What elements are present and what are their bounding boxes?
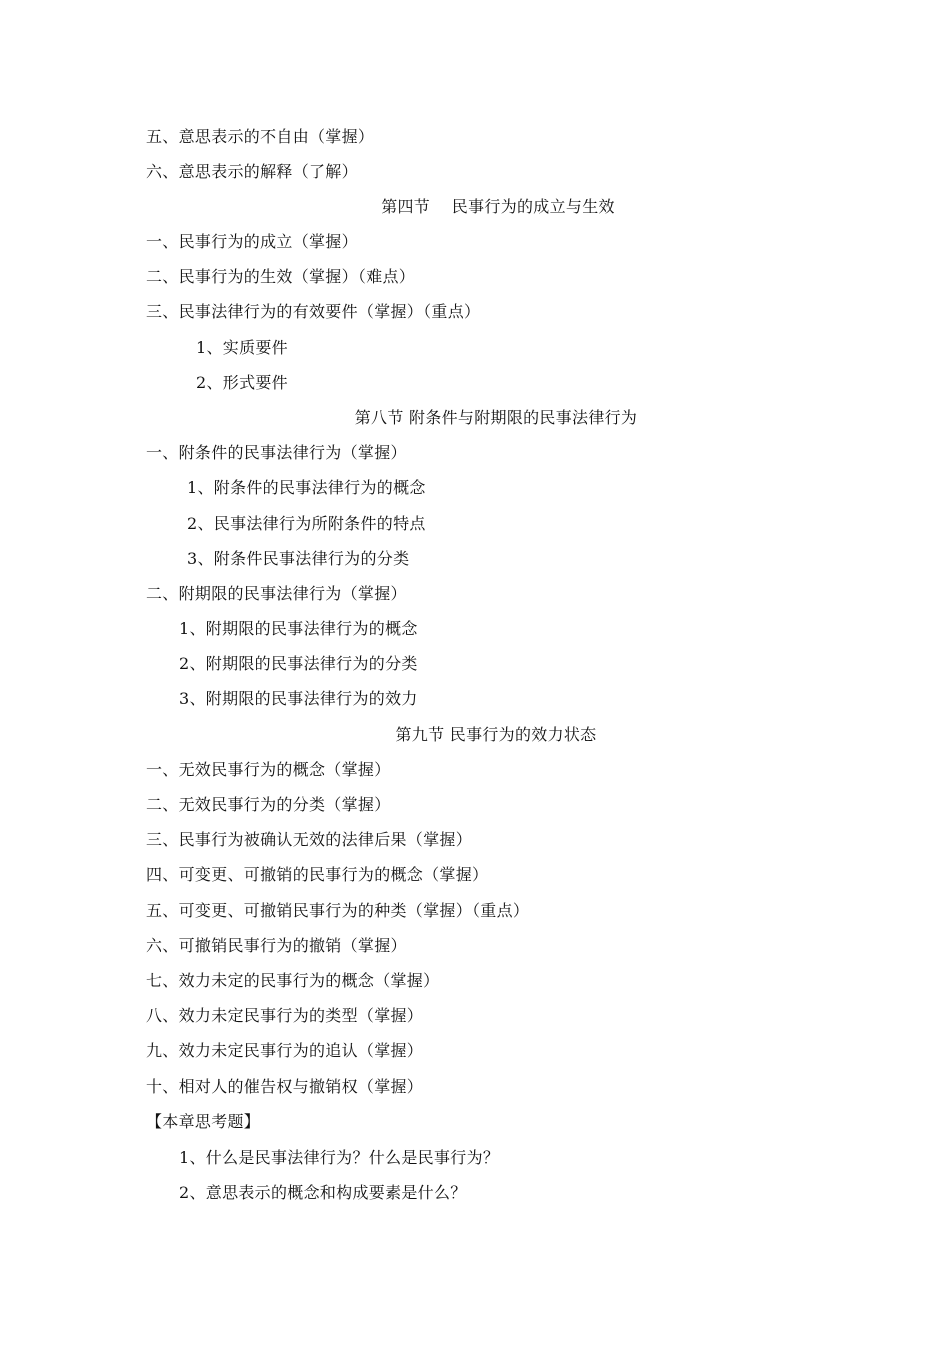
chapter-questions-heading: 【本章思考题】 xyxy=(146,1112,261,1131)
list-item: 一、附条件的民事法律行为（掌握） xyxy=(146,443,407,462)
list-item: 七、效力未定的民事行为的概念（掌握） xyxy=(146,971,440,990)
section-heading: 第八节 附条件与附期限的民事法律行为 xyxy=(354,408,638,427)
section-heading: 第四节 民事行为的成立与生效 xyxy=(381,197,615,216)
sub-list-item: 1、实质要件 xyxy=(196,338,288,357)
list-item: 九、效力未定民事行为的追认（掌握） xyxy=(146,1041,424,1060)
sub-list-item: 2、民事法律行为所附条件的特点 xyxy=(187,514,426,533)
list-item: 十、相对人的催告权与撤销权（掌握） xyxy=(146,1077,424,1096)
list-item: 六、意思表示的解释（了解） xyxy=(146,162,358,181)
list-item: 六、可撤销民事行为的撤销（掌握） xyxy=(146,936,407,955)
list-item: 三、民事法律行为的有效要件（掌握）（重点） xyxy=(146,302,481,321)
list-item: 一、无效民事行为的概念（掌握） xyxy=(146,760,391,779)
sub-list-item: 3、附期限的民事法律行为的效力 xyxy=(179,689,418,708)
list-item: 八、效力未定民事行为的类型（掌握） xyxy=(146,1006,424,1025)
list-item: 五、可变更、可撤销民事行为的种类（掌握）（重点） xyxy=(146,901,530,920)
section-heading: 第九节 民事行为的效力状态 xyxy=(395,725,597,744)
sub-list-item: 1、附条件的民事法律行为的概念 xyxy=(187,478,426,497)
sub-list-item: 1、附期限的民事法律行为的概念 xyxy=(179,619,418,638)
sub-list-item: 2、附期限的民事法律行为的分类 xyxy=(179,654,418,673)
sub-list-item: 2、形式要件 xyxy=(196,373,288,392)
list-item: 二、附期限的民事法律行为（掌握） xyxy=(146,584,407,603)
list-item: 二、民事行为的生效（掌握）（难点） xyxy=(146,267,416,286)
list-item: 一、民事行为的成立（掌握） xyxy=(146,232,358,251)
list-item: 四、可变更、可撤销的民事行为的概念（掌握） xyxy=(146,865,489,884)
question-item: 2、意思表示的概念和构成要素是什么？ xyxy=(179,1183,467,1202)
list-item: 三、民事行为被确认无效的法律后果（掌握） xyxy=(146,830,473,849)
question-item: 1、什么是民事法律行为？什么是民事行为？ xyxy=(179,1148,500,1167)
list-item: 五、意思表示的不自由（掌握） xyxy=(146,127,375,146)
sub-list-item: 3、附条件民事法律行为的分类 xyxy=(187,549,410,568)
list-item: 二、无效民事行为的分类（掌握） xyxy=(146,795,391,814)
